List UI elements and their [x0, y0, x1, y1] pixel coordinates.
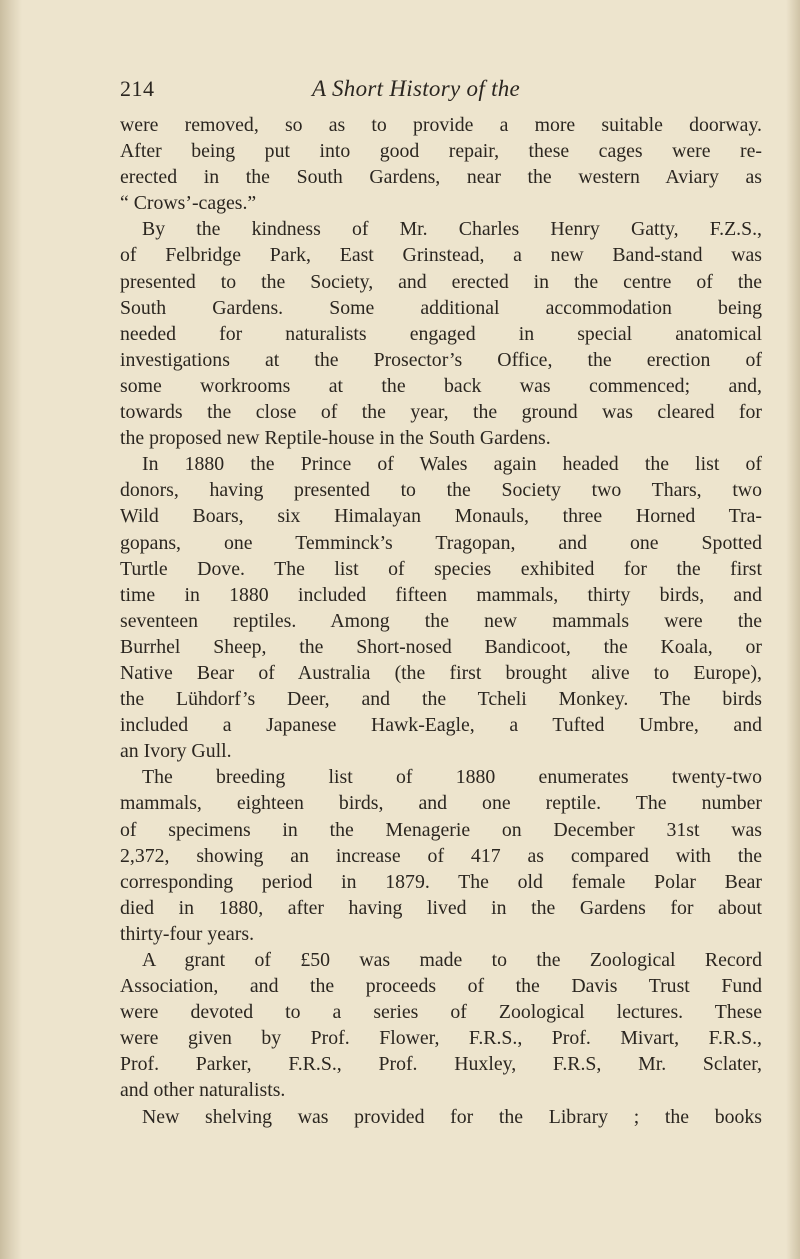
text-line: investigations at the Prosector’s Office, the erection of	[120, 348, 762, 371]
text-line: thirty-four years.	[120, 922, 255, 945]
text-line: mammals, eighteen birds, and one reptile. The number	[120, 792, 762, 815]
text-line: of specimens in the Menagerie on December 31st was	[120, 818, 762, 841]
text-line: Turtle Dove. The list of species exhibited for the first	[120, 557, 762, 580]
text-line: erected in the South Gardens, near the western Aviary as	[120, 166, 762, 189]
text-line: South Gardens. Some additional accommodation being	[120, 296, 762, 319]
text-line: were given by Prof. Flower, F.R.S., Prof. Mivart, F.R.S.,	[120, 1027, 762, 1050]
text-line: Burrhel Sheep, the Short-nosed Bandicoot, the Koala, or	[120, 635, 762, 658]
running-title: A Short History of the	[312, 76, 521, 101]
page-edge-shadow	[786, 0, 800, 1259]
text-line: The breeding list of 1880 enumerates twenty-two	[142, 766, 762, 789]
text-line: 2,372, showing an increase of 417 as compared with the	[120, 844, 762, 867]
text-line: By the kindness of Mr. Charles Henry Gatty, F.Z.S.,	[142, 218, 762, 241]
running-head	[120, 76, 760, 112]
text-line: New shelving was provided for the Library ; the books	[142, 1105, 762, 1128]
text-line: were removed, so as to provide a more suitable doorway.	[120, 114, 762, 136]
text-line: seventeen reptiles. Among the new mammals were the	[120, 609, 762, 632]
text-line: “ Crows’-cages.”	[120, 192, 257, 215]
text-line: presented to the Society, and erected in the centre of the	[120, 270, 762, 293]
text-line: and other naturalists.	[120, 1079, 286, 1102]
text-line: After being put into good repair, these cages were re-	[120, 140, 762, 163]
text-line: of Felbridge Park, East Grinstead, a new Band-stand was	[120, 244, 762, 267]
text-line: In 1880 the Prince of Wales again headed the list of	[142, 453, 762, 476]
text-line: Association, and the proceeds of the Davis Trust Fund	[120, 975, 762, 998]
text-line: Prof. Parker, F.R.S., Prof. Huxley, F.R.S, Mr. Sclater,	[120, 1053, 762, 1076]
text-line: were devoted to a series of Zoological lectures. These	[120, 1001, 762, 1024]
text-line: needed for naturalists engaged in special anatomical	[120, 322, 762, 345]
text-line: donors, having presented to the Society two Thars, two	[120, 479, 762, 502]
text-line: A grant of £50 was made to the Zoological Record	[142, 949, 762, 971]
text-line: gopans, one Temminck’s Tragopan, and one Spotted	[120, 531, 762, 554]
text-line: Native Bear of Australia (the first brought alive to Europe),	[120, 661, 762, 684]
text-line: Wild Boars, six Himalayan Monauls, three Horned Tra-	[120, 505, 762, 528]
text-line: time in 1880 included fifteen mammals, thirty birds, and	[120, 583, 762, 606]
text-line: the proposed new Reptile-house in the South Gardens.	[120, 427, 551, 450]
body-text	[120, 112, 762, 1130]
text-line: corresponding period in 1879. The old female Polar Bear	[120, 870, 762, 893]
text-line: died in 1880, after having lived in the Gardens for about	[120, 896, 762, 919]
text-line: included a Japanese Hawk-Eagle, a Tufted Umbre, and	[120, 714, 762, 737]
page-number: 214	[120, 76, 155, 101]
text-line: towards the close of the year, the ground was cleared for	[120, 401, 762, 424]
text-line: some workrooms at the back was commenced; and,	[120, 374, 762, 397]
text-line: the Lühdorf’s Deer, and the Tcheli Monkey. The birds	[120, 688, 762, 711]
text-line: an Ivory Gull.	[120, 740, 232, 763]
page-binding-shadow	[0, 0, 22, 1259]
